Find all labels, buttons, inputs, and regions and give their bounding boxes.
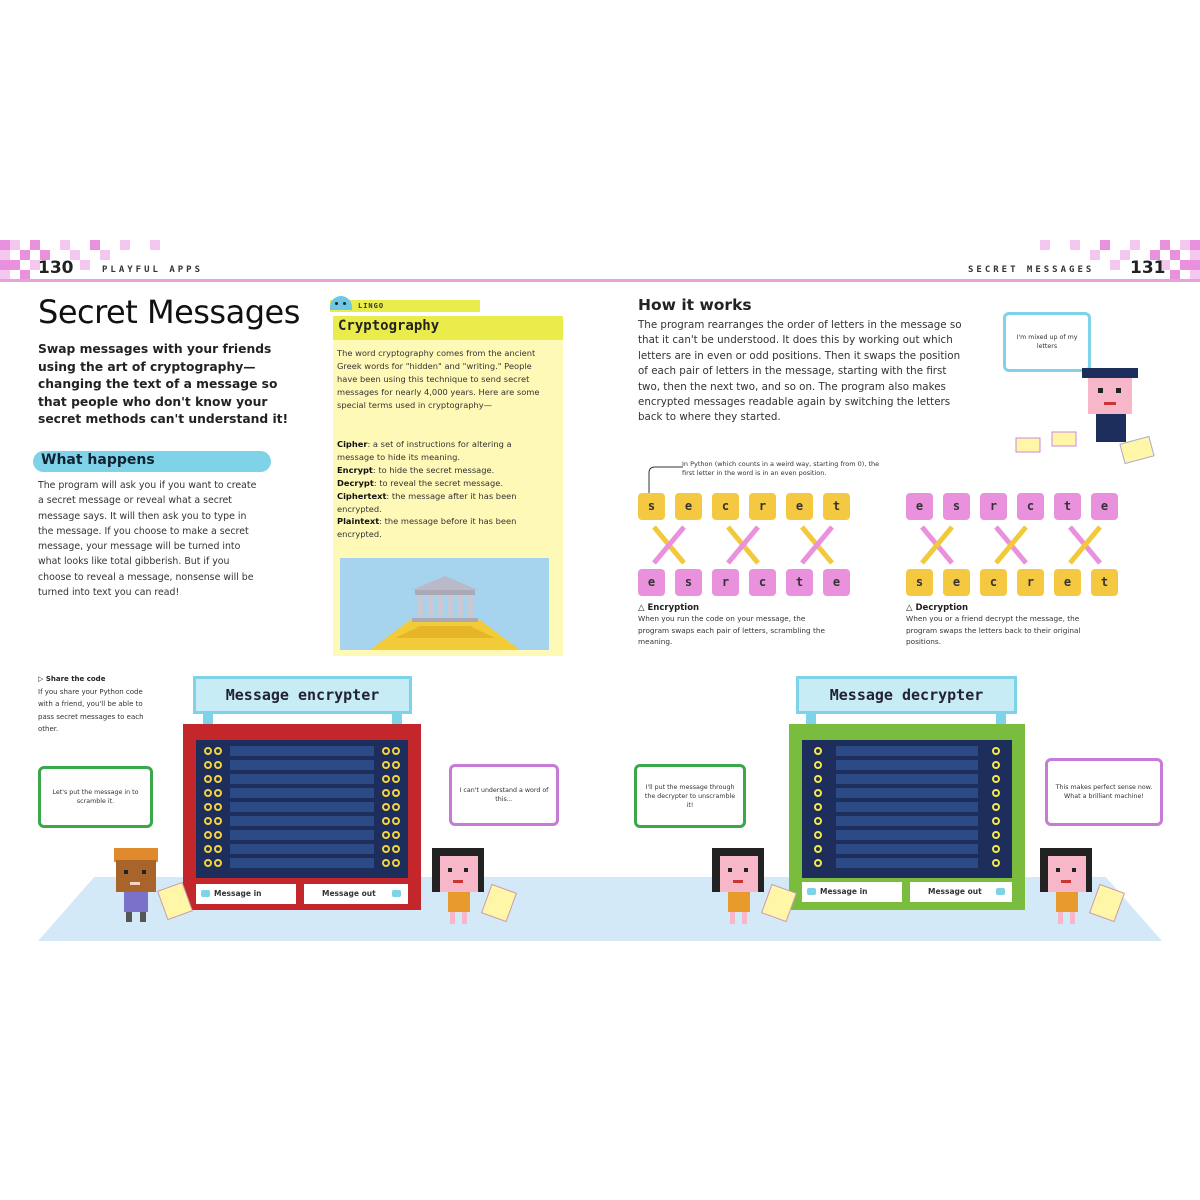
speech-bubble-encrypter-left: Let's put the message in to scramble it. [38, 766, 153, 828]
decrypter-screen [802, 740, 1012, 878]
what-happens-body: The program will ask you if you want to create a secret message or reveal what a secret message says. It will then ask you to type in the message. If you choose to make a secret message, your message will be turned into what looks like total gibberish. But if you choose to reveal a message, nonsense will be turned into text you can read! [38, 480, 257, 599]
message-encrypter [183, 724, 421, 910]
decryption-diagram [906, 493, 1116, 598]
arrow-icon [201, 890, 210, 897]
letter-tile: e [638, 569, 665, 596]
letter-tile: e [906, 493, 933, 520]
letter-tile: c [749, 569, 776, 596]
letter-tile: e [1054, 569, 1081, 596]
lingo-tab [330, 300, 480, 312]
lingo-term: Cipher: a set of instructions for altering a message to hide its meaning. [337, 439, 512, 462]
letter-tile: c [980, 569, 1007, 596]
letter-tile: e [786, 493, 813, 520]
letter-tile: t [786, 569, 813, 596]
postman-character [1012, 368, 1162, 468]
lingo-term: Plaintext: the message before it has been encrypted. [337, 516, 517, 540]
letter-tile: r [1017, 569, 1044, 596]
letter-tile: t [823, 493, 850, 520]
warning-triangle-icon: △ [906, 603, 916, 613]
letter-tile: s [638, 493, 665, 520]
encrypter-message-in-button[interactable]: Message in [196, 884, 296, 904]
decrypter-message-in-button[interactable]: Message in [802, 882, 902, 902]
letter-tile: s [675, 569, 702, 596]
encrypter-message-out-button[interactable]: Message out [304, 884, 408, 904]
right-running-head: SECRET MESSAGES [968, 265, 1095, 275]
right-page-number: 131 [1130, 258, 1166, 278]
encrypter-screen [196, 740, 408, 878]
speech-bubble-encrypter-right: I can't understand a word of this... [449, 764, 559, 826]
boy-character [108, 848, 198, 923]
letter-tile: c [1017, 493, 1044, 520]
arrow-icon [392, 890, 401, 897]
letter-tile: c [712, 493, 739, 520]
letter-tile: s [943, 493, 970, 520]
how-it-works-body: The program rearranges the order of letters in the message so that it can't be understood. It does this by working out which letters are in even or odd positions. Then it swaps the position of each pair of letters in the message, starting with the first two, then the next two, and so on. The program also makes encrypted messages readable again by switching the letters back to where they started. [638, 319, 962, 424]
share-note: ▷ Share the code If you share your Python code with a friend, you'll be able to pass secret messages to each other. [38, 675, 144, 733]
lingo-eyes-icon [330, 296, 352, 310]
greek-temple-illustration [340, 558, 549, 650]
left-page-number: 130 [38, 258, 74, 278]
speech-bubble-top-right: I'm mixed up of my letters [1003, 312, 1091, 372]
header-rule [0, 279, 1200, 282]
python-note: In Python (which counts in a weird way, starting from 0), the first letter in the word is in an even position. [682, 460, 880, 477]
lingo-term: Encrypt: to hide the secret message. [337, 464, 495, 475]
lingo-terms [337, 438, 542, 541]
girl-character-left [430, 848, 525, 926]
letter-tile: e [823, 569, 850, 596]
what-happens-heading: What happens [41, 452, 155, 468]
encrypter-sign: Message encrypter [193, 676, 412, 714]
lingo-text: The word cryptography comes from the ancient Greek words for "hidden" and "writing." People have been using this technique to send secret messages for nearly 4,000 years. Here are some special terms used in cryptography— [337, 348, 540, 410]
decryption-caption: △ Decryption When you or a friend decrypt the message, the program swaps the letters back to their original positions. [906, 603, 1081, 646]
swap-arrows [638, 523, 850, 568]
letter-tile: r [749, 493, 776, 520]
lingo-term: Decrypt: to reveal the secret message. [337, 477, 504, 488]
intro-text: Swap messages with your friends using the art of cryptography—changing the text of a message so that people who don't know your secret methods can't understand it! [38, 342, 289, 426]
letter-tile: e [675, 493, 702, 520]
note-pointer [645, 465, 685, 495]
letter-tile: e [1091, 493, 1118, 520]
letter-tile: r [712, 569, 739, 596]
how-it-works-heading: How it works [638, 296, 752, 314]
girl-character-right [1038, 848, 1133, 926]
swap-arrows [906, 523, 1118, 568]
lingo-tag: LINGO [358, 302, 385, 310]
decrypter-message-out-button[interactable]: Message out [910, 882, 1012, 902]
speech-bubble-decrypter-left: I'll put the message through the decrypter to unscramble it! [634, 764, 746, 828]
arrow-icon: ▷ [38, 675, 46, 683]
letter-tile: t [1091, 569, 1118, 596]
arrow-icon [996, 888, 1005, 895]
encryption-caption: △ Encryption When you run the code on your message, the program swaps each pair of letters, scrambling the meaning. [638, 603, 825, 646]
lingo-title: Cryptography [338, 318, 440, 334]
message-decrypter [789, 724, 1025, 910]
lingo-term: Ciphertext: the message after it has been encrypted. [337, 490, 517, 514]
warning-triangle-icon: △ [638, 603, 648, 613]
letter-tile: s [906, 569, 933, 596]
letter-tile: r [980, 493, 1007, 520]
page-title: Secret Messages [38, 293, 300, 331]
arrow-icon [807, 888, 816, 895]
letter-tile: t [1054, 493, 1081, 520]
encryption-diagram [638, 493, 848, 598]
left-running-head: PLAYFUL APPS [102, 265, 204, 275]
letter-tile: e [943, 569, 970, 596]
decrypter-sign: Message decrypter [796, 676, 1017, 714]
speech-bubble-decrypter-right: This makes perfect sense now. What a brilliant machine! [1045, 758, 1163, 826]
girl-character-middle [710, 848, 805, 926]
